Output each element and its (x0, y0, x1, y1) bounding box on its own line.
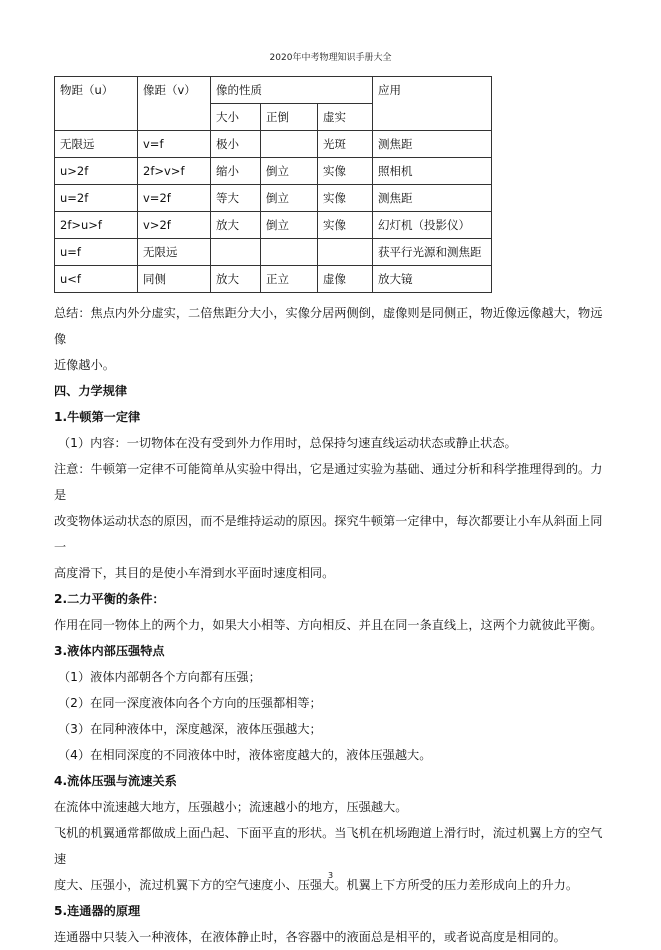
page-header: 2020年中考物理知识手册大全 (269, 53, 392, 63)
subsection-heading-text: 5.连通器的原理 (54, 904, 141, 918)
table-cell: 同侧 (138, 266, 211, 293)
page-number: 3 (327, 871, 334, 880)
paragraph: 改变物体运动状态的原因，而不是维持运动的原因。探究牛顿第一定律中，每次都要让小车从斜面上同一 (54, 514, 603, 554)
paragraph: 在流体中流速越大地方，压强越小；流速越小的地方，压强越大。 (54, 800, 408, 814)
table-cell: u=f (55, 239, 138, 266)
table-cell: 实像 (318, 185, 373, 212)
subsection-heading-text: 3.液体内部压强特点 (54, 644, 165, 658)
subsection-heading (54, 404, 606, 430)
subsection-heading-text: 1.牛顿第一定律 (54, 410, 141, 424)
table-cell: 放大 (211, 266, 261, 293)
paragraph: 度大、压强小，流过机翼下方的空气速度小、压强大。机翼上下方所受的压力差形成向上的升力。 (54, 878, 579, 892)
header-image-distance: 像距（v） (138, 77, 211, 131)
table-cell (211, 239, 261, 266)
subsection-heading (54, 638, 606, 664)
table-cell: 倒立 (261, 185, 318, 212)
document-body (54, 300, 606, 950)
table-cell: 照相机 (373, 158, 492, 185)
table-cell (261, 239, 318, 266)
table-cell: 获平行光源和测焦距 (373, 239, 492, 266)
subsection-heading (54, 768, 606, 794)
subsection-heading-text: 2.二力平衡的条件： (54, 592, 165, 606)
summary-line: 近像越小。 (54, 358, 115, 372)
table-cell: 2f>u>f (55, 212, 138, 239)
paragraph: 注意：牛顿第一定律不可能简单从实验中得出，它是通过实验为基础、通过分析和科学推理得到的。力是 (54, 462, 603, 502)
paragraph: 高度滑下，其目的是使小车滑到水平面时速度相同。 (54, 566, 335, 580)
subsection-heading (54, 898, 606, 924)
summary-line: 总结：焦点内外分虚实，二倍焦距分大小，实像分居两侧倒，虚像则是同侧正，物近像远像越大，物远像 (54, 306, 603, 346)
table-header-row (55, 77, 492, 104)
list-item: （1）液体内部朝各个方向都有压强； (58, 670, 261, 684)
table-cell: 实像 (318, 158, 373, 185)
table-row (55, 158, 492, 185)
table-row (55, 239, 492, 266)
table-cell: v=2f (138, 185, 211, 212)
table-cell (318, 239, 373, 266)
header-orientation: 正倒 (261, 104, 318, 131)
table-cell: v=f (138, 131, 211, 158)
table-cell: 等大 (211, 185, 261, 212)
table-cell: 测焦距 (373, 185, 492, 212)
table-cell: 放大镜 (373, 266, 492, 293)
table-cell: 倒立 (261, 212, 318, 239)
table-cell: 测焦距 (373, 131, 492, 158)
table-cell: 极小 (211, 131, 261, 158)
table-cell: u>2f (55, 158, 138, 185)
paragraph: 作用在同一物体上的两个力，如果大小相等、方向相反、并且在同一条直线上，这两个力就彼此平衡。 (54, 618, 603, 632)
header-real-virtual: 虚实 (318, 104, 373, 131)
paragraph: 飞机的机翼通常都做成上面凸起、下面平直的形状。当飞机在机场跑道上滑行时，流过机翼上方的空气速 (54, 826, 603, 866)
table-cell: 倒立 (261, 158, 318, 185)
table-cell (261, 131, 318, 158)
section-heading (54, 378, 606, 404)
table-cell: u<f (55, 266, 138, 293)
header-size: 大小 (211, 104, 261, 131)
list-item: （2）在同一深度液体向各个方向的压强都相等； (58, 696, 322, 710)
subsection-heading-text: 4.流体压强与流速关系 (54, 774, 177, 788)
table-cell: 幻灯机（投影仪） (373, 212, 492, 239)
section-heading-text: 四、力学规律 (54, 384, 128, 398)
table-row (55, 131, 492, 158)
table-cell: v>2f (138, 212, 211, 239)
table-cell: 放大 (211, 212, 261, 239)
subsection-heading (54, 586, 606, 612)
table-cell: 光斑 (318, 131, 373, 158)
header-image-nature: 像的性质 (211, 77, 373, 104)
table-cell: 2f>v>f (138, 158, 211, 185)
table-cell: u=2f (55, 185, 138, 212)
header-object-distance: 物距（u） (55, 77, 138, 131)
paragraph: （1）内容：一切物体在没有受到外力作用时，总保持匀速直线运动状态或静止状态。 (58, 436, 517, 450)
table-row (55, 212, 492, 239)
lens-imaging-table (54, 76, 492, 293)
table-cell: 无限远 (55, 131, 138, 158)
header-application: 应用 (373, 77, 492, 131)
table-cell: 缩小 (211, 158, 261, 185)
table-row (55, 266, 492, 293)
table-cell: 虚像 (318, 266, 373, 293)
table-cell: 无限远 (138, 239, 211, 266)
paragraph: 连通器中只装入一种液体，在液体静止时，各容器中的液面总是相平的，或者说高度是相同的。 (54, 930, 566, 944)
table-cell: 正立 (261, 266, 318, 293)
list-item: （4）在相同深度的不同液体中时，液体密度越大的，液体压强越大。 (58, 748, 432, 762)
list-item: （3）在同种液体中，深度越深，液体压强越大； (58, 722, 322, 736)
table-row (55, 185, 492, 212)
table-cell: 实像 (318, 212, 373, 239)
